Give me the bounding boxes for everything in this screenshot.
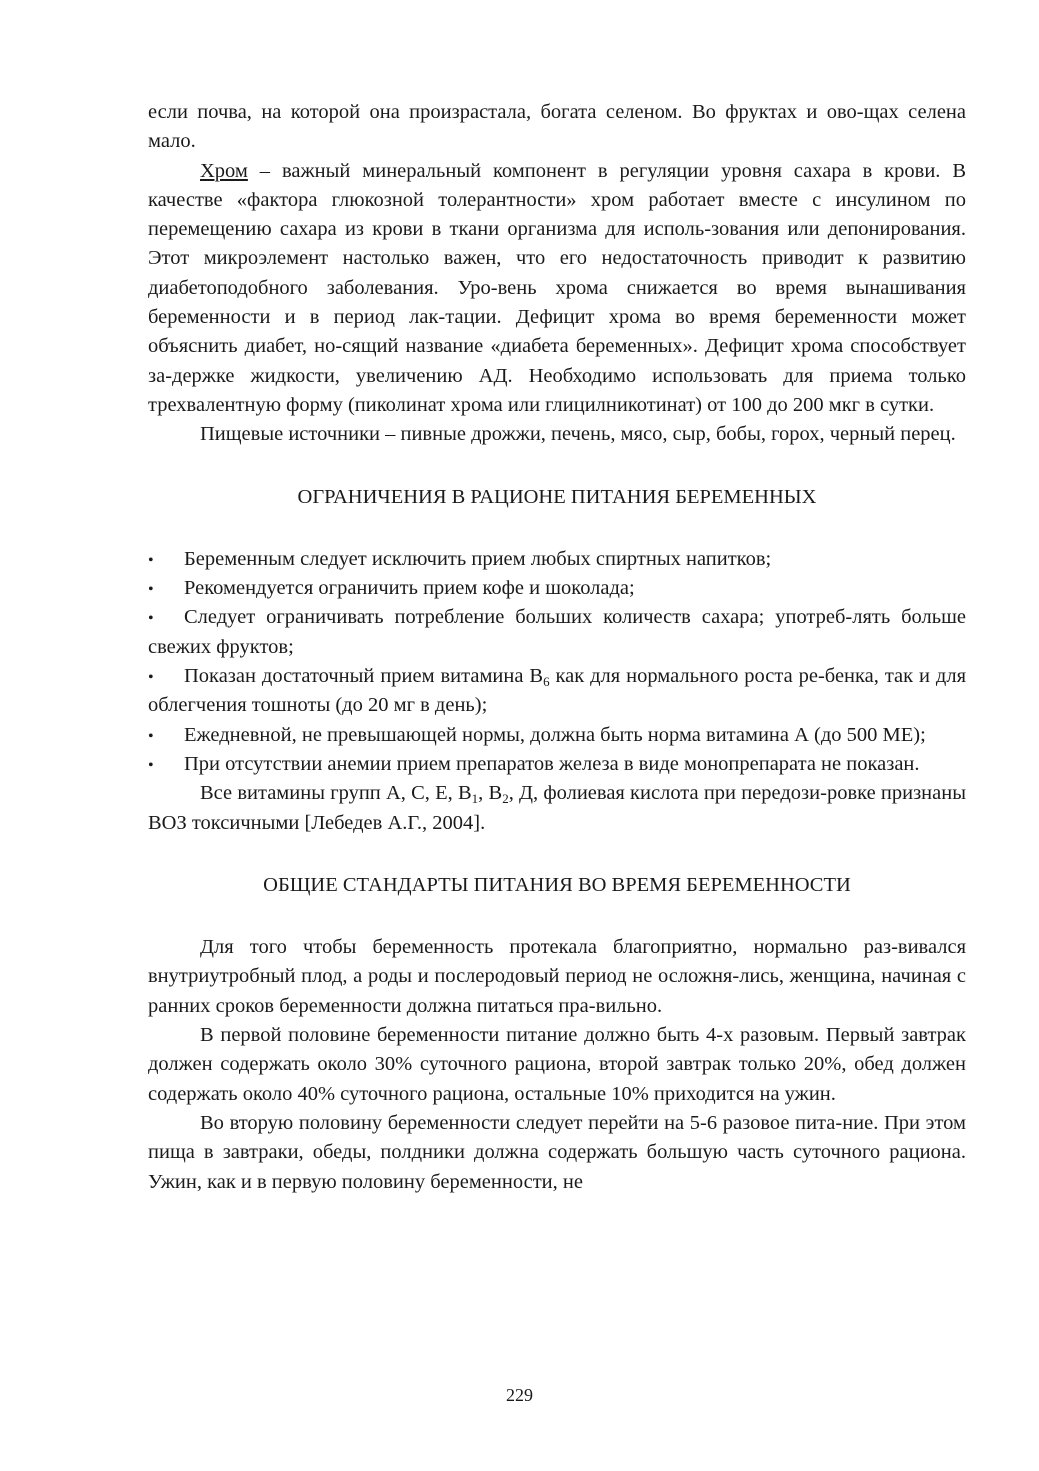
bullet-icon: • (148, 610, 154, 628)
list-item-text: Показан достаточный прием витамина B (184, 665, 544, 688)
list-item-text: Следует ограничивать потребление больших количеств сахара; употреб-лять больше свежих фруктов; (148, 606, 966, 658)
standards-paragraph-3: Во вторую половину беременности следует перейти на 5-6 разовое пита-ние. При этом пища в завтраки, обеды, полдники должна содержать большую часть суточного рациона. Ужин, как и в первую половину беременности, не (148, 1111, 966, 1193)
intro-paragraph-sources: Пищевые источники – пивные дрожжи, печень, мясо, сыр, бобы, горох, черный перец. (200, 423, 956, 446)
vitamins-text-b: , B (478, 782, 503, 805)
subscript: 1 (471, 791, 479, 807)
page-number: 229 (506, 1385, 533, 1405)
list-item (148, 750, 966, 779)
list-item (148, 662, 966, 721)
page-body (148, 98, 966, 1197)
bullet-icon: • (148, 581, 154, 599)
list-item-text: Беременным следует исключить прием любых спиртных напитков; (184, 547, 772, 570)
bullet-icon: • (148, 727, 154, 745)
chrome-text: – важный минеральный компонент в регуляции уровня сахара в крови. В качестве «фактора глюкозной толерантности» хром работает вместе с инсулином по перемещению сахара из крови в ткани организма для исполь-зования или депонирования. Этот микроэлемент настолько важен, что его недостаточность приводит к развитию диабетоподобного заболевания. Уро-вень хрома снижается во время вынашивания беременности и в период лак-тации. Дефицит хрома во время беременности может объяснить диабет, но-сящий название «диабета беременных». Дефицит хрома способствует за-держке жидкости, увеличению АД. Необходимо использовать для приема только трехвалентную форму (пиколинат хрома или глицилникотинат) от 100 до 200 мкг в сутки. (148, 159, 966, 416)
list-item (148, 603, 966, 662)
vitamins-paragraph (148, 779, 966, 838)
list-item (148, 721, 966, 750)
bullet-icon: • (148, 669, 154, 687)
restrictions-list (148, 545, 966, 779)
list-item-text-cont: как для нормального роста ре-бенка, так и для облегчения тошноты (до 20 мг в день); (148, 665, 966, 717)
list-item-text: Ежедневной, не превышающей нормы, должна быть норма витамина А (до 500 МЕ); (184, 723, 926, 746)
subscript: 6 (543, 674, 550, 690)
list-item (148, 574, 966, 603)
vitamins-text-c: , Д, фолиевая кислота при передози-ровке признаны ВОЗ токсичными [Лебедев А.Г., 2004]. (148, 782, 966, 834)
intro-paragraph-selenium: если почва, на которой она произрастала, богата селеном. Во фруктах и ово-щах селена мало. (148, 101, 966, 153)
list-item-text: При отсутствии анемии прием препаратов железа в виде монопрепарата не показан. (184, 752, 920, 775)
chrome-term: Хром (200, 159, 248, 182)
vitamins-text-a: Все витамины групп А, С, Е, B (200, 782, 472, 805)
list-item (148, 545, 966, 574)
list-item-text: Рекомендуется ограничить прием кофе и шоколада; (184, 577, 635, 600)
subscript: 2 (502, 791, 509, 807)
bullet-icon: • (148, 551, 154, 569)
standards-paragraph-1: Для того чтобы беременность протекала благоприятно, нормально раз-вивался внутриутробный плод, а роды и послеродовый период не осложня-лись, женщина, начиная с ранних сроков беременности должна питаться пра-вильно. (148, 936, 966, 1017)
standards-paragraph-2: В первой половине беременности питание должно быть 4-х разовым. Первый завтрак должен содержать около 30% суточного рациона, второй завтрак только 20%, обед должен содержать около 40% суточного рациона, остальные 10% приходится на ужин. (148, 1024, 966, 1105)
section-heading-standards: ОБЩИЕ СТАНДАРТЫ ПИТАНИЯ ВО ВРЕМЯ БЕРЕМЕННОСТИ (263, 873, 851, 896)
intro-paragraph-chrome (148, 157, 966, 421)
bullet-icon: • (148, 756, 154, 774)
section-heading-restrictions: ОГРАНИЧЕНИЯ В РАЦИОНЕ ПИТАНИЯ БЕРЕМЕННЫХ (297, 485, 817, 508)
